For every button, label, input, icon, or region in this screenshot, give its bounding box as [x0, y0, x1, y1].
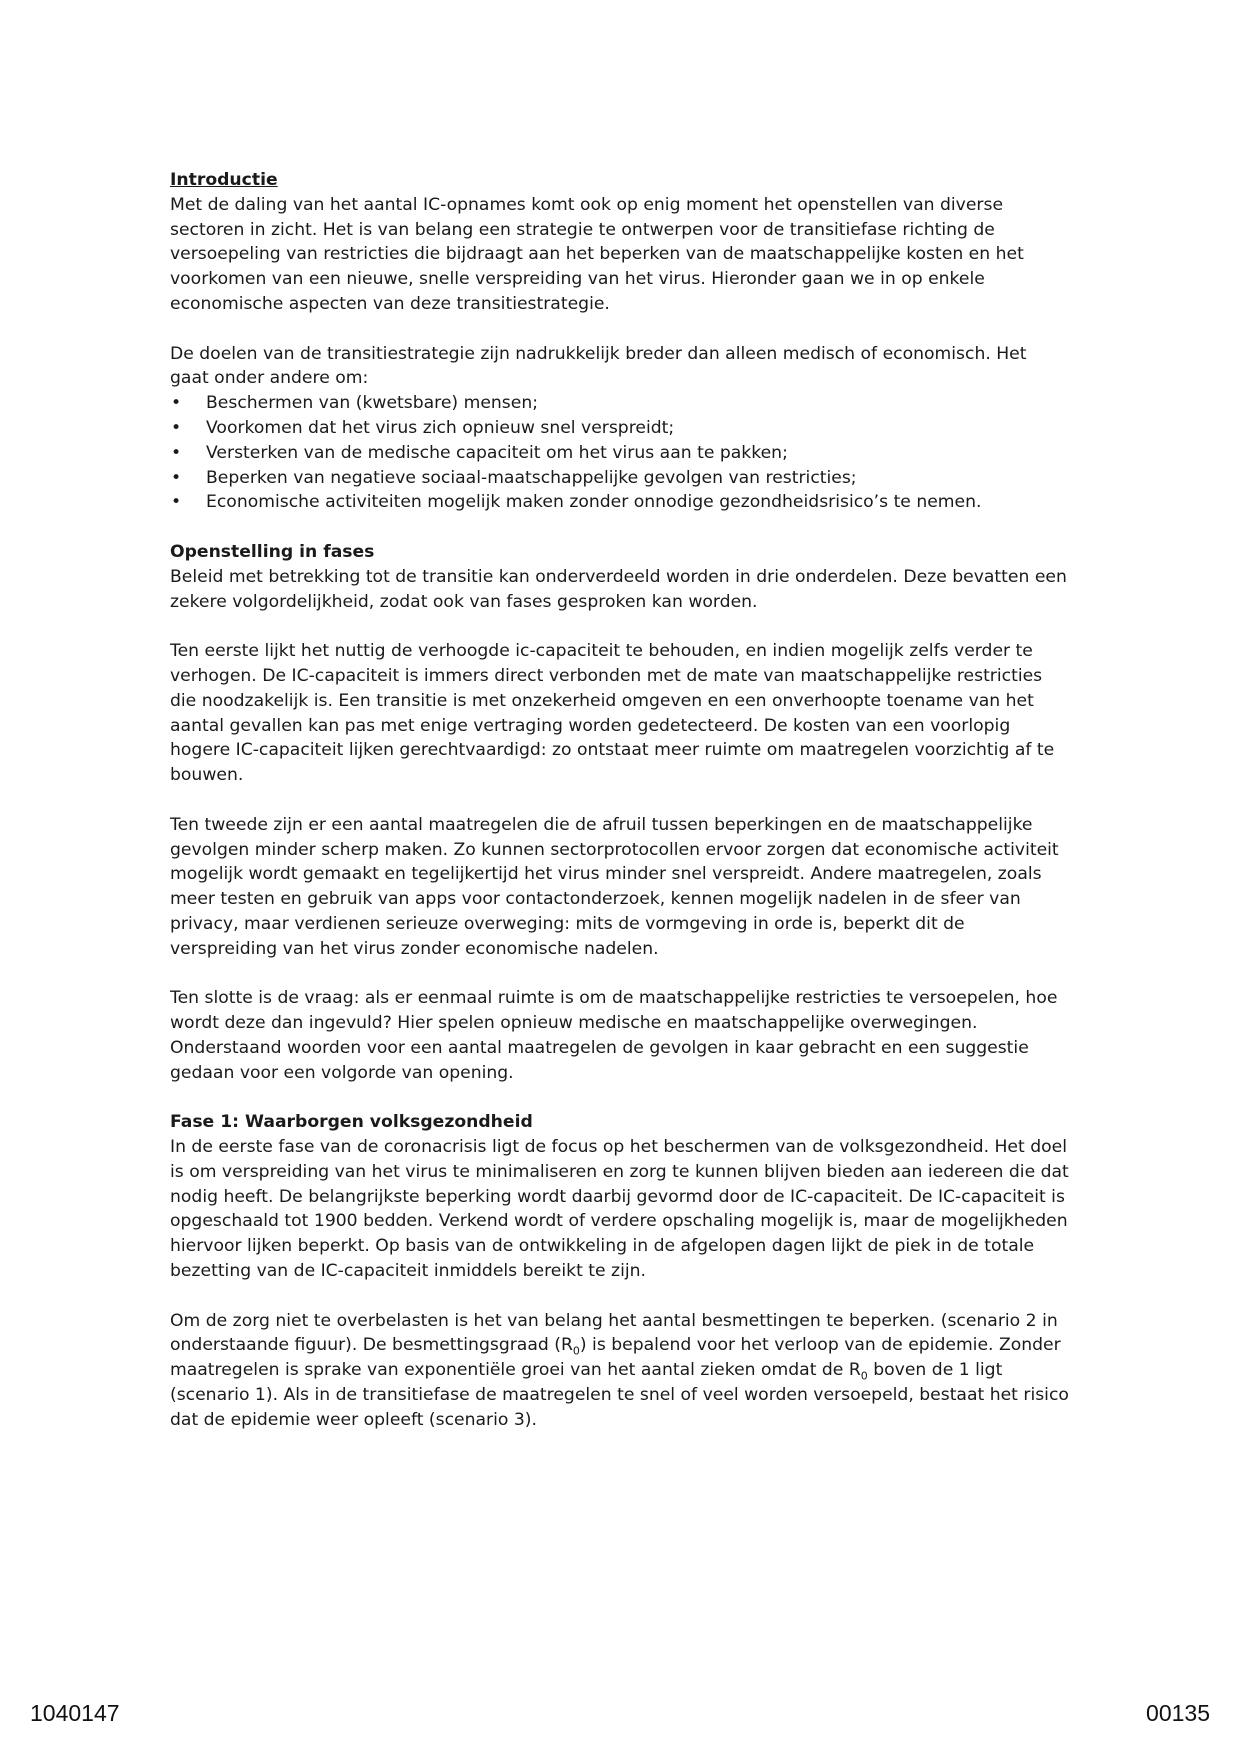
- bullet-icon: •: [171, 417, 182, 438]
- section-heading-introductie: Introductie: [170, 170, 278, 190]
- list-item: • Beschermen van (kwetsbare) mensen;: [170, 391, 1070, 416]
- footer-document-code: 1040147: [30, 1700, 120, 1726]
- list-item: • Beperken van negatieve sociaal-maatschappelijke gevolgen van restricties;: [170, 466, 1070, 491]
- intro-paragraph-1: Met de daling van het aantal IC-opnames komt ook op enig moment het openstellen van diverse sectoren in zicht. Het is van belang een strategie te ontwerpen voor de transitiefase richting de versoepeling van restricties die bijdraagt aan het beperken van de maatschappelijke kosten en het voorkomen van een nieuwe, snelle verspreiding van het virus. Hieronder gaan we in op enkele economische aspecten van deze transitiestrategie.: [170, 194, 1024, 314]
- openstelling-paragraph-2: Ten eerste lijkt het nuttig de verhoogde ic-capaciteit te behouden, en indien mogelijk zelfs verder te verhogen. De IC-capaciteit is immers direct verbonden met de mate van maatschappelijke restricties die noodzakelijk is. Een transitie is met onzekerheid omgeven en een onverhoopte toename van het aantal gevallen kan pas met enige vertraging worden gedetecteerd. De kosten van een voorlopig hogere IC-capaciteit lijken gerechtvaardigd: zo ontstaat meer ruimte om maatregelen voorzichtig af te bouwen.: [170, 641, 1055, 786]
- list-item: • Voorkomen dat het virus zich opnieuw snel verspreidt;: [170, 416, 1070, 441]
- intro-paragraph-2: De doelen van de transitiestrategie zijn nadrukkelijk breder dan alleen medisch of economisch. Het gaat onder andere om:: [170, 343, 1027, 389]
- section-heading-openstelling: Openstelling in fases: [170, 541, 375, 562]
- openstelling-paragraph-3: Ten tweede zijn er een aantal maatregelen die de afruil tussen beperkingen en de maatschappelijke gevolgen minder scherp maken. Zo kunnen sectorprotocollen ervoor zorgen dat economische activiteit mogelijk wordt gemaakt en tegelijkertijd het virus minder snel verspreidt. Andere maatregelen, zoals meer testen en gebruik van apps voor contactonderzoek, kennen mogelijk nadelen in de sfeer van privacy, maar verdienen serieuze overweging: mits de vormgeving in orde is, beperkt dit de verspreiding van het virus zonder economische nadelen.: [170, 814, 1059, 959]
- document-body: [170, 168, 1070, 1433]
- list-item: • Economische activiteiten mogelijk maken zonder onnodige gezondheidsrisico’s te nemen.: [170, 490, 1070, 515]
- fase1-paragraph-1: In de eerste fase van de coronacrisis ligt de focus op het beschermen van de volksgezondheid. Het doel is om verspreiding van het virus te minimaliseren en zorg te kunnen blijven bieden aan iedereen die dat nodig heeft. De belangrijkste beperking wordt daarbij gevormd door de IC-capaciteit. De IC-capaciteit is opgeschaald tot 1900 bedden. Verkend wordt of verdere opschaling mogelijk is, maar de mogelijkheden hiervoor lijken beperkt. Op basis van de ontwikkeling in de afgelopen dagen lijkt de piek in de totale bezetting van de IC-capaciteit inmiddels bereikt te zijn.: [170, 1137, 1069, 1282]
- fase1-paragraph-2: Om de zorg niet te overbelasten is het van belang het aantal besmettingen te beperken. (scenario 2 in onderstaande figuur). De besmettingsgraad $(R_0)$ is bepalend voor het verloop van de epidemie. Zonder maatregelen is sprake van exponentiële groei van het aantal zieken omdat de $R_0$ boven de 1 ligt (scenario 1). Als in de transitiefase de maatregelen te snel of veel worden versoepeld, bestaat het risico dat de epidemie weer opleeft (scenario 3).: [170, 1310, 1069, 1430]
- bullet-icon: •: [171, 492, 182, 513]
- goals-list: [170, 391, 1070, 515]
- openstelling-paragraph-4: Ten slotte is de vraag: als er eenmaal ruimte is om de maatschappelijke restricties te versoepelen, hoe wordt deze dan ingevuld? Hier spelen opnieuw medische en maatschappelijke overwegingen. Onderstaand woorden voor een aantal maatregelen de gevolgen in kaar gebracht en een suggestie gedaan voor een volgorde van opening.: [170, 988, 1058, 1083]
- section-heading-fase1: Fase 1: Waarborgen volksgezondheid: [170, 1112, 533, 1133]
- list-item: • Versterken van de medische capaciteit om het virus aan te pakken;: [170, 441, 1070, 466]
- bullet-icon: •: [171, 442, 182, 463]
- footer-page-code: 00135: [1146, 1700, 1210, 1726]
- openstelling-paragraph-1: Beleid met betrekking tot de transitie kan onderverdeeld worden in drie onderdelen. Deze bevatten een zekere volgordelijkheid, zodat ook van fases gesproken kan worden.: [170, 566, 1067, 612]
- bullet-icon: •: [171, 393, 182, 414]
- bullet-icon: •: [171, 467, 182, 488]
